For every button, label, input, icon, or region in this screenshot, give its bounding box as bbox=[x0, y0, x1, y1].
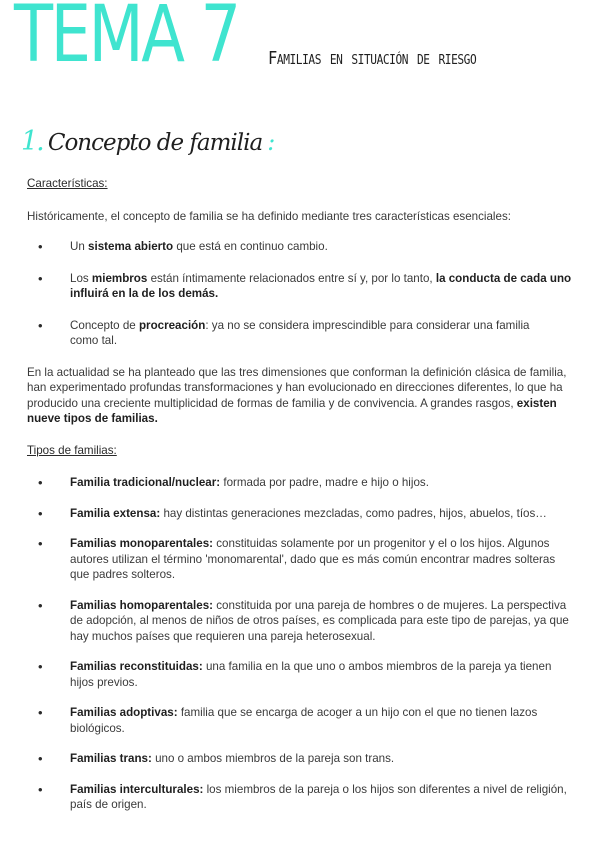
section-title: Concepto de familia bbox=[47, 130, 263, 156]
item-bold: Familias adoptivas: bbox=[70, 706, 178, 719]
list-item bbox=[27, 239, 575, 255]
item-text: hay distintas generaciones mezcladas, como padres, hijos, abuelos, tíos… bbox=[160, 506, 547, 520]
item-text: Concepto de bbox=[70, 318, 139, 332]
list-item bbox=[27, 659, 575, 690]
list-item bbox=[27, 536, 575, 583]
tema-title-text: TEMA 7 bbox=[14, 0, 239, 80]
item-bold: Familias reconstituidas: bbox=[70, 660, 203, 673]
caracteristicas-intro: Históricamente, el concepto de familia se ha definido mediante tres características esenciales: bbox=[27, 209, 511, 223]
item-bold: Familias monoparentales: bbox=[70, 537, 214, 550]
paragraph-text: En la actualidad se ha planteado que las tres dimensiones que conforman la definición clásica de familia, han experimentado profundas transformaciones y han evolucionado en direcciones diferentes, lo que ha producido una creciente multiplicidad de formas de familia y de convivencia. A grandes rasgos, bbox=[27, 365, 567, 410]
section-colon: : bbox=[267, 128, 276, 156]
paragraph-bold: existen nueve tipos de familias. bbox=[27, 396, 557, 425]
tipos-heading: Tipos de familias: bbox=[27, 443, 117, 457]
item-bold: Familias homoparentales: bbox=[70, 598, 214, 612]
item-bold: Familia tradicional/nuclear: bbox=[70, 476, 221, 489]
item-bold: Familias trans: bbox=[70, 752, 152, 765]
item-text: Un bbox=[70, 240, 89, 253]
item-text: una familia en la que uno o ambos miembros de la pareja ya tienen hijos previos. bbox=[70, 660, 552, 689]
document-body bbox=[27, 176, 575, 813]
item-bold: miembros bbox=[91, 271, 148, 285]
item-text: los miembros de la pareja o los hijos son diferentes a nivel de religión, país de origen. bbox=[70, 782, 567, 811]
list-item bbox=[27, 475, 575, 491]
tema-title bbox=[14, 0, 239, 80]
tipos-list bbox=[27, 475, 575, 813]
item-text: Los bbox=[70, 271, 92, 285]
list-item bbox=[27, 318, 575, 349]
item-text: constituida por una pareja de hombres o de mujeres. La perspectiva de adopción, al menos de niños de otros países, es complicada para este tipo de parejas, ya que hay muchos países que requieren una pareja heterosexual. bbox=[70, 598, 569, 643]
item-text: constituidas solamente por un progenitor y el o los hijos. Algunos autores utilizan el término 'monomarental', dado que es más común encontrar madres solteras que padres solteros. bbox=[70, 537, 556, 581]
item-bold: la conducta de cada uno influirá en la de los demás. bbox=[70, 271, 572, 300]
list-item bbox=[27, 782, 575, 813]
caracteristicas-list bbox=[27, 239, 575, 349]
item-bold: Familia extensa: bbox=[70, 506, 161, 520]
caracteristicas-heading: Características: bbox=[27, 177, 108, 190]
page-subtitle: Familias en situación de riesgo bbox=[268, 48, 477, 69]
item-text: formada por padre, madre e hijo o hijos. bbox=[220, 476, 429, 489]
section-number: 1. bbox=[21, 126, 43, 157]
list-item bbox=[27, 271, 575, 302]
actualidad-paragraph bbox=[27, 365, 575, 427]
item-text: : ya no se considera imprescindible para considerar una familia como tal. bbox=[70, 318, 530, 347]
item-bold: sistema abierto bbox=[88, 240, 174, 253]
item-text: están íntimamente relacionados entre sí y, por lo tanto, bbox=[147, 271, 436, 285]
item-text: uno o ambos miembros de la pareja son trans. bbox=[151, 752, 395, 765]
list-item bbox=[27, 705, 575, 736]
list-item bbox=[27, 751, 575, 767]
list-item bbox=[27, 598, 575, 645]
item-text: que está en continuo cambio. bbox=[173, 240, 328, 253]
item-bold: Familias interculturales: bbox=[70, 782, 204, 796]
item-text: familia que se encarga de acoger a un hijo con el que no tienen lazos biológicos. bbox=[70, 706, 538, 735]
item-bold: procreación bbox=[138, 318, 206, 332]
section-heading bbox=[21, 128, 275, 162]
list-item bbox=[27, 506, 575, 522]
